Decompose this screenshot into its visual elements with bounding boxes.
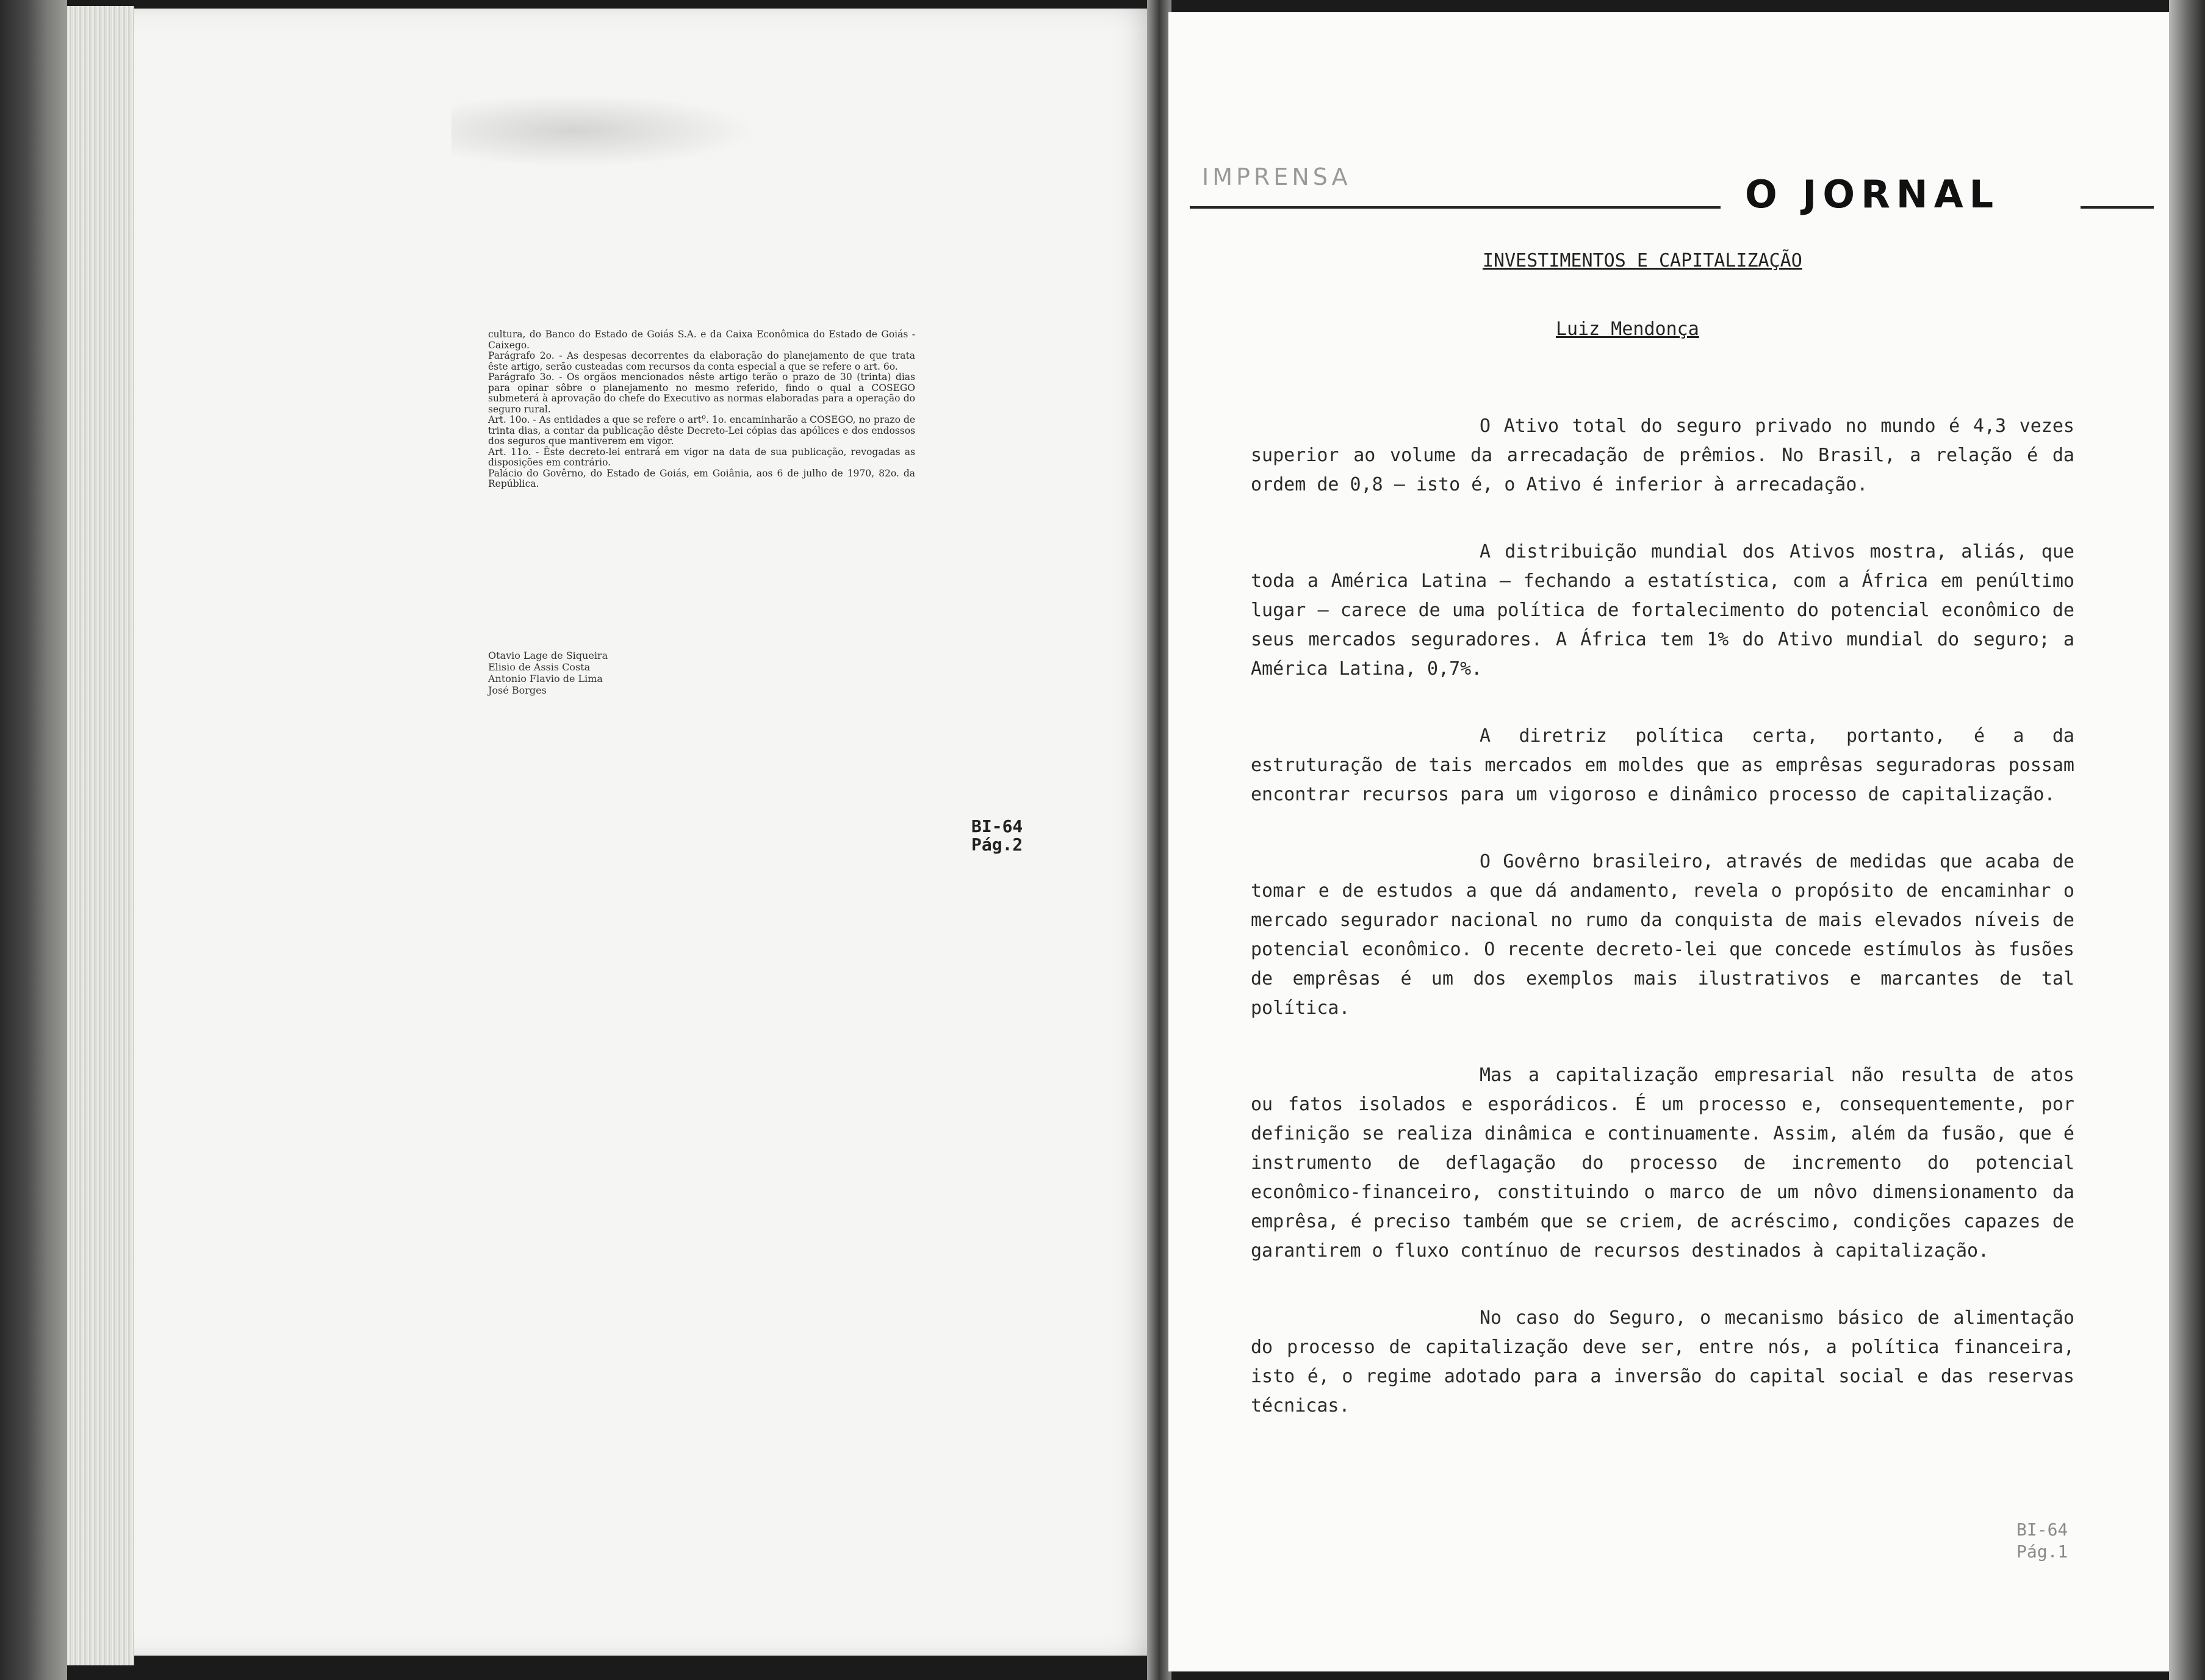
book-gutter <box>1147 0 1171 1680</box>
faded-header-imprint <box>451 94 757 167</box>
book-binding-left <box>0 0 67 1680</box>
page-number: Pág.1 <box>2016 1542 2068 1562</box>
article-paragraph: O Govêrno brasileiro, através de medidas que acaba de tomar e de estudos a que dá andamento, revela o propósito de encaminhar o mercado segurador nacional no rumo da conquista de mais elevados níveis de potencial econômico. O recente decreto-lei que concede estímulos às fusões de emprêsas é um dos exemplos mais ilustrativos e marcantes de tal política. <box>1251 851 2074 1019</box>
signature-name: José Borges <box>488 684 547 696</box>
right-page-marker <box>2016 1519 2068 1563</box>
book-binding-right <box>2169 0 2205 1680</box>
left-page-marker <box>971 817 1023 854</box>
signature-name: Elisio de Assis Costa <box>488 661 591 673</box>
signature-name: Antonio Flavio de Lima <box>488 673 603 684</box>
bulletin-code: BI-64 <box>2016 1520 2068 1540</box>
signature-list <box>488 650 671 696</box>
section-label: IMPRENSA <box>1202 163 1351 190</box>
article-body <box>1251 412 2074 1459</box>
article-paragraph: A distribuição mundial dos Ativos mostra, aliás, que toda a América Latina — fechando a estatística, com a África em penúltimo lugar — carece de uma política de fortalecimento do potencial econômico de seus mercados seguradores. A África tem 1% do Ativo mundial do seguro; a América Latina, 0,7%. <box>1251 541 2074 680</box>
article-author: Luiz Mendonça <box>1556 318 1699 340</box>
decree-clipping <box>488 329 915 490</box>
article-paragraph: No caso do Seguro, o mecanismo básico de alimentação do processo de capitalização deve ser, entre nós, a política financeira, isto é, o regime adotado para a inversão do capital social e das reservas técnicas. <box>1251 1307 2074 1416</box>
article-paragraph: Mas a capitalização empresarial não resulta de atos ou fatos isolados e esporádicos. É um processo e, consequentemente, por definição se realiza dinâmica e continuamente. Assim, além da fusão, que é instrumento de deflagação do processo de incremento do potencial econômico-financeiro, constituindo o marco de um nôvo dimensionamento da emprêsa, é preciso também que se criem, de acréscimo, condições capazes de garantirem o fluxo contínuo de recursos destinados à capitalização. <box>1251 1064 2074 1262</box>
clipping-paragraph: Parágrafo 2o. - As despesas decorrentes da elaboração do planejamento de que trata êste artigo, serão custeadas com recursos da conta especial a que se refere o art. 6o. <box>488 350 915 372</box>
page-edges <box>67 6 134 1665</box>
header-rule-end <box>2081 206 2154 209</box>
signature-name: Otavio Lage de Siqueira <box>488 650 608 661</box>
clipping-paragraph: cultura, do Banco do Estado de Goiás S.A. e da Caixa Econômica do Estado de Goiás - Caixego. <box>488 329 915 351</box>
clipping-paragraph: Parágrafo 3o. - Os orgãos mencionados nêste artigo terão o prazo de 30 (trinta) dias para opinar sôbre o planejamento no mesmo referido, findo o qual a COSEGO submeterá à aprovação do chefe do Executivo as normas elaboradas para a operação do seguro rural. <box>488 372 915 415</box>
publication-name: O JORNAL <box>1745 172 2000 217</box>
bulletin-code: BI-64 <box>971 816 1023 836</box>
clipping-paragraph: Art. 10o. - As entidades a que se refere o artº. 1o. encaminharão a COSEGO, no prazo de trinta dias, a contar da publicação dêste Decreto-Lei cópias das apólices e dos endossos dos seguros que mantiverem em vigor. <box>488 414 915 447</box>
article-paragraph: O Ativo total do seguro privado no mundo é 4,3 vezes superior ao volume da arrecadação de prêmios. No Brasil, a relação é da ordem de 0,8 — isto é, o Ativo é inferior à arrecadação. <box>1251 415 2074 495</box>
header-rule <box>1190 206 1721 209</box>
page-number: Pág.2 <box>971 835 1023 855</box>
clipping-paragraph: Art. 11o. - Êste decreto-lei entrará em vigor na data de sua publicação, revogadas as disposições em contrário. <box>488 446 915 468</box>
article-title: INVESTIMENTOS E CAPITALIZAÇÃO <box>1483 250 1802 271</box>
clipping-paragraph: Palácio do Govêrno, do Estado de Goiás, em Goiânia, aos 6 de julho de 1970, 82o. da República. <box>488 467 915 489</box>
article-paragraph: A diretriz política certa, portanto, é a da estruturação de tais mercados em moldes que as emprêsas seguradoras possam encontrar recursos para um vigoroso e dinâmico processo de capitalização. <box>1251 725 2074 805</box>
